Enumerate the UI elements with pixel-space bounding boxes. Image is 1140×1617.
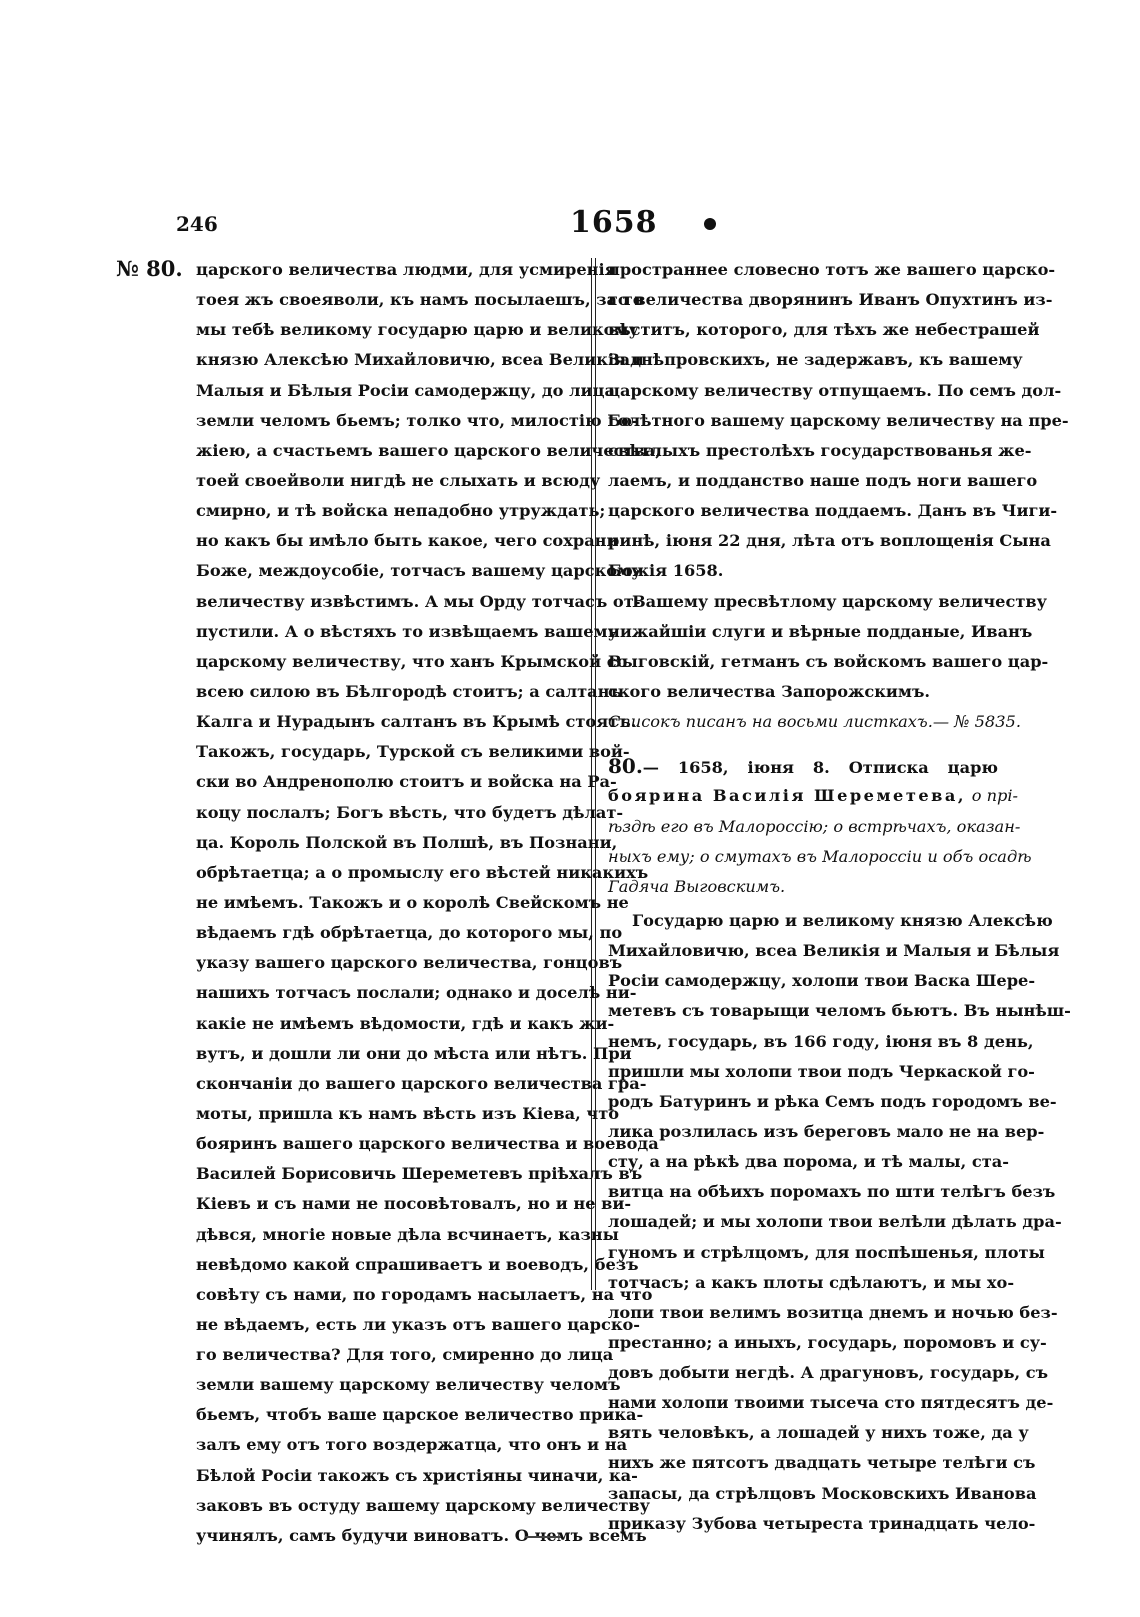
text-line: царскому величеству отпущаемъ. По семъ дол- xyxy=(608,380,1062,400)
text-line: скончаніи до вашего царского величества гра- xyxy=(196,1073,647,1093)
text-line: учинялъ, самъ будучи виноватъ. О чемъ всемъ xyxy=(196,1525,647,1545)
text-line: Росіи самодержцу, холопи твои Васка Шере- xyxy=(608,971,1036,991)
text-line: лаемъ, и подданство наше подъ ноги вашего xyxy=(608,470,1038,490)
text-line: свѣтлыхъ престолѣхъ государствованья же- xyxy=(608,440,1032,460)
text-line: заковъ въ остуду вашему царскому величеству xyxy=(196,1495,651,1515)
text-line: бьемъ, чтобъ ваше царское величество прика- xyxy=(196,1405,644,1425)
right-column-text xyxy=(608,255,1071,1539)
text-line: нами холопи твоими тысеча сто пятдесятъ де- xyxy=(608,1393,1054,1413)
text-line: го величества дворянинъ Иванъ Опухтинъ из- xyxy=(608,290,1053,310)
text-line: указу вашего царского величества, гонцовъ xyxy=(196,953,623,973)
text-line: довъ добыти негдѣ. А драгуновъ, государь, съ xyxy=(608,1363,1049,1383)
text-line: витца на обѣихъ поромахъ по шти телѣгъ безъ xyxy=(608,1182,1056,1202)
text-line: тоея жъ своеяволи, къ намъ посылаешъ, за то xyxy=(196,290,644,310)
text-line: ца. Король Полской въ Полшѣ, въ Познани, xyxy=(196,832,618,852)
signature-line: Вашему пресвѣтлому царскому величеству xyxy=(632,591,1047,611)
text-line: дѣвся, многіе новые дѣла всчинаетъ, казны xyxy=(196,1224,619,1244)
text-line: голѣтного вашему царскому величеству на пре- xyxy=(608,410,1069,430)
text-line: вѣститъ, которого, для тѣхъ же небестрашей xyxy=(608,320,1040,340)
document-heading-line-4: ныхъ ему; о смутахъ въ Малороссіи и объ осадѣ xyxy=(608,846,1032,866)
text-line: лопи твои велимъ возитца днемъ и ночью без- xyxy=(608,1302,1058,1322)
text-line: коцу послалъ; Богъ вѣсть, что будетъ дѣлат- xyxy=(196,802,624,822)
text-line: залъ ему отъ того воздержатца, что онъ и на xyxy=(196,1435,628,1455)
text-line: Заднѣпровскихъ, не задержавъ, къ вашему xyxy=(608,350,1023,370)
text-line: смирно, и тѣ войска непадобно утруждать; xyxy=(196,501,606,521)
copy-note: Списокъ писанъ на восьми листкахъ.— № 5835. xyxy=(608,712,1021,732)
text-line: Калга и Нурадынъ салтанъ въ Крымѣ стоятъ. xyxy=(196,712,637,732)
text-line: Михайловичю, всеа Великія и Малыя и Бѣлыя xyxy=(608,941,1060,961)
page-year-heading: 1658 xyxy=(570,205,658,240)
text-line: жіею, а счастьемъ вашего царского величества, xyxy=(196,440,661,460)
text-line: пространнее словесно тотъ же вашего царско- xyxy=(608,260,1056,279)
text-line: совѣту съ нами, по городамъ насылаетъ, на что xyxy=(196,1284,653,1304)
text-line: запасы, да стрѣлцовъ Московскихъ Иванова xyxy=(608,1483,1037,1503)
text-line: Государю царю и великому князю Алексѣю xyxy=(632,910,1053,930)
text-line: всею силою въ Бѣлгородѣ стоитъ; а салтанъ xyxy=(196,681,622,701)
text-line: царскому величеству, что ханъ Крымской со xyxy=(196,651,628,671)
text-line: моты, пришла къ намъ вѣсть изъ Кіева, что xyxy=(196,1103,620,1123)
text-line: мы тебѣ великому государю царю и великому xyxy=(196,320,639,340)
text-line: не имѣемъ. Такожъ и о королѣ Свейскомъ не xyxy=(196,892,629,912)
text-line: престанно; а иныхъ, государь, поромовъ и су- xyxy=(608,1332,1047,1352)
text-line: метевъ съ товарыщи челомъ бьютъ. Въ нынѣш- xyxy=(608,1001,1071,1021)
document-number-marker: № 80. xyxy=(116,256,183,281)
text-line: ринѣ, іюня 22 дня, лѣта отъ воплощенія Сына xyxy=(608,531,1051,551)
text-line: но какъ бы имѣло быть какое, чего сохрани xyxy=(196,531,619,551)
document-heading-line-2 xyxy=(608,781,1019,811)
text-line: князю Алексѣю Михайловичю, всеа Великія и xyxy=(196,350,644,370)
text-line: Василей Борисовичь Шереметевъ пріѣхалъ въ xyxy=(196,1164,643,1184)
text-line: го величества? Для того, смиренно до лица xyxy=(196,1345,614,1365)
text-line: невѣдомо какой спрашиваетъ и воеводъ, безъ xyxy=(196,1254,639,1274)
text-line: не вѣдаемъ, есть ли указъ отъ вашего царско- xyxy=(196,1314,641,1334)
text-line: величеству извѣстимъ. А мы Орду тотчасъ от- xyxy=(196,591,641,611)
text-line: приказу Зубова четыреста тринадцать чело- xyxy=(608,1513,1036,1533)
document-heading-line-3: ѣздѣ его въ Малороссію; о встрѣчахъ, оказан- xyxy=(608,816,1021,836)
text-line: царского величества людми, для усмиренія xyxy=(196,260,617,279)
text-line: земли вашему царскому величеству челомъ xyxy=(196,1375,621,1395)
signature-line: нижайшіи слуги и вѣрные подданые, Иванъ xyxy=(608,621,1033,641)
text-line: гуномъ и стрѣлцомъ, для поспѣшенья, плоты xyxy=(608,1242,1045,1262)
text-line: вутъ, и дошли ли они до мѣста или нѣтъ. При xyxy=(196,1043,632,1063)
page-number: 246 xyxy=(176,212,218,236)
section-gap xyxy=(608,737,998,751)
text-line: нашихъ тотчасъ послали; однако и доселѣ ни- xyxy=(196,983,637,1003)
text-line: лика розлилась изъ береговъ мало не на вер- xyxy=(608,1121,1045,1141)
text-line: какіе не имѣемъ вѣдомости, гдѣ и какъ жи- xyxy=(196,1013,615,1033)
document-heading-line-1 xyxy=(608,751,998,781)
text-line: пришли мы холопи твои подъ Черкаской го- xyxy=(608,1061,1035,1081)
text-line: Кіевъ и съ нами не посовѣтовалъ, но и не ви- xyxy=(196,1194,632,1214)
text-line: вѣдаемъ гдѣ обрѣтаетца, до которого мы, по xyxy=(196,923,623,943)
footer-rule xyxy=(525,1536,561,1538)
text-line: тоей своейволи нигдѣ не слыхать и всюду xyxy=(196,470,601,490)
text-line: лошадей; и мы холопи твои велѣли дѣлать дра- xyxy=(608,1212,1062,1232)
text-line: сту, а на рѣкѣ два порома, и тѣ малы, ста- xyxy=(608,1152,1010,1172)
text-line: Бѣлой Росіи такожъ съ христіяны чиначи, ка- xyxy=(196,1465,638,1485)
text-line: вять человѣкъ, а лошадей у нихъ тоже, да у xyxy=(608,1423,1029,1443)
document-heading-author: боярина Василія Шереметева, xyxy=(608,786,967,806)
text-line: Боже, междоусобіе, тотчасъ вашему царскому xyxy=(196,561,642,581)
text-line: пустили. А о вѣстяхъ то извѣщаемъ вашему xyxy=(196,621,618,641)
text-line: Малыя и Бѣлыя Росіи самодержцу, до лица xyxy=(196,380,615,400)
text-line: Божія 1658. xyxy=(608,561,724,581)
text-line: земли челомъ бьемъ; толко что, милостію Бо- xyxy=(196,410,639,430)
signature-line: ского величества Запорожскимъ. xyxy=(608,681,931,701)
document-heading-number: 80. xyxy=(608,754,643,779)
text-line: нихъ же пятсотъ двадцать четыре телѣги съ xyxy=(608,1453,1036,1473)
signature-line: Выговскій, гетманъ съ войскомъ вашего цар- xyxy=(608,651,1049,671)
text-line: Такожъ, государь, Турской съ великими вой- xyxy=(196,742,630,762)
text-line: родъ Батуринъ и рѣка Семъ подъ городомъ ве- xyxy=(608,1091,1057,1111)
text-line: немъ, государь, въ 166 году, іюня въ 8 день, xyxy=(608,1031,1034,1051)
ornament-dot-icon xyxy=(704,218,716,230)
text-line: царского величества поддаемъ. Данъ въ Чиги- xyxy=(608,501,1058,521)
text-line: бояринъ вашего царского величества и воевода xyxy=(196,1134,659,1154)
document-heading-line-5: Гадяча Выговскимъ. xyxy=(608,876,786,896)
document-heading-date: — 1658, іюня 8. Отписка царю xyxy=(642,758,998,778)
text-line: обрѣтаетца; а о промыслу его вѣстей никакихъ xyxy=(196,862,649,882)
text-line: тотчасъ; а какъ плоты сдѣлаютъ, и мы хо- xyxy=(608,1272,1015,1292)
document-heading-subject-start: о прі- xyxy=(971,786,1019,806)
text-line: ски во Андренополю стоитъ и войска на Ра- xyxy=(196,772,617,792)
